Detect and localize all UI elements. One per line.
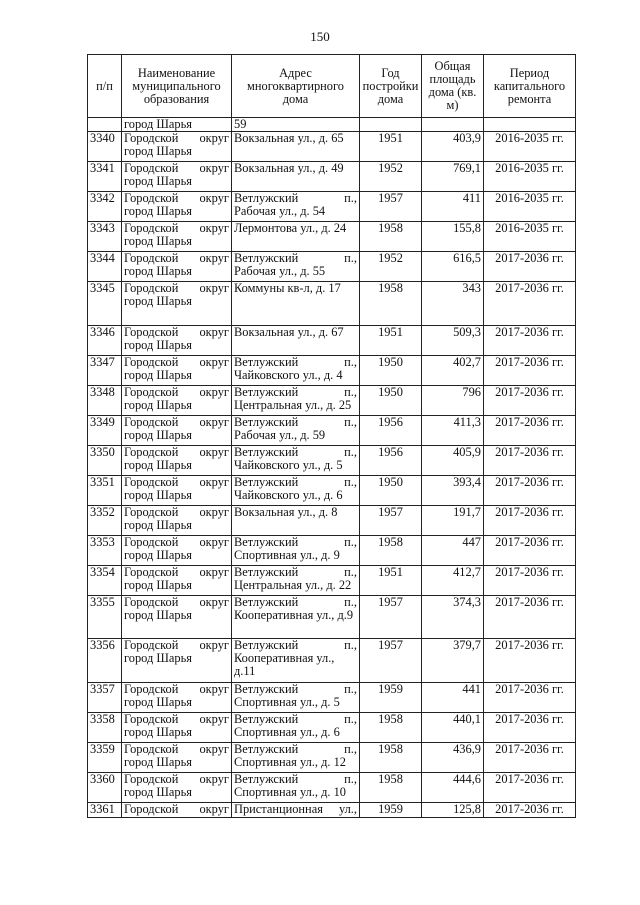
address-cell [232,416,360,446]
year-cell: 1958 [360,536,422,566]
municipality-line: город Шарья [124,651,192,665]
period-cell: 2017-2036 гг. [484,356,576,386]
municipality-cell [122,282,232,326]
municipality-line: город Шарья [124,548,192,562]
area-cell: 155,8 [422,222,484,252]
address-part: п., [344,682,357,696]
address-line: Кооперативная ул., д. [234,651,335,678]
address-part: п., [344,772,357,786]
area-cell: 441 [422,683,484,713]
year-cell: 1956 [360,446,422,476]
year-cell: 1959 [360,683,422,713]
area-cell: 796 [422,386,484,416]
municipality-part: округ [199,385,229,399]
area-cell: 405,9 [422,446,484,476]
row-number: 3358 [88,713,122,743]
period-cell: 2017-2036 гг. [484,536,576,566]
period-cell: 2017-2036 гг. [484,506,576,536]
municipality-part: округ [199,802,229,816]
row-number: 3340 [88,132,122,162]
municipality-cell [122,683,232,713]
address-part: ул., [338,802,357,816]
year-cell: 1958 [360,743,422,773]
table-row [88,639,576,683]
municipality-line: город Шарья [124,368,192,382]
address-cell [232,222,360,252]
year-cell: 1957 [360,506,422,536]
year-cell: 1957 [360,639,422,683]
address-line: Центральная ул., д. 22 [234,578,352,592]
address-part: п., [344,742,357,756]
municipality-cell [122,536,232,566]
year-cell: 1952 [360,162,422,192]
area-cell: 616,5 [422,252,484,282]
address-cell [232,803,360,818]
continuation-area [422,118,484,132]
row-number: 3359 [88,743,122,773]
address-line: Рабочая ул., д. 54 [234,204,326,218]
address-cell [232,162,360,192]
year-cell: 1958 [360,713,422,743]
municipality-line: город Шарья [124,518,192,532]
municipality-part: округ [199,191,229,205]
address-cell [232,506,360,536]
row-number: 3342 [88,192,122,222]
area-cell: 374,3 [422,596,484,639]
municipality-line: город Шарья [124,338,192,352]
period-cell: 2017-2036 гг. [484,803,576,818]
address-part: п., [344,475,357,489]
address-cell [232,683,360,713]
municipality-part: округ [199,638,229,652]
period-cell: 2016-2035 гг. [484,192,576,222]
municipality-part: Городской [124,281,179,295]
page-number: 150 [310,29,330,44]
municipality-part: округ [199,221,229,235]
municipality-part: Городской [124,638,179,652]
municipality-part: округ [199,535,229,549]
row-number: 3346 [88,326,122,356]
period-cell: 2016-2035 гг. [484,222,576,252]
row-number: 3353 [88,536,122,566]
address-cell [232,536,360,566]
address-cell [232,132,360,162]
table-row [88,803,576,818]
address-part: п., [344,251,357,265]
year-cell: 1950 [360,386,422,416]
municipality-part: округ [199,251,229,265]
municipality-part: Городской [124,385,179,399]
municipality-cell [122,326,232,356]
address-cell [232,326,360,356]
area-cell: 125,8 [422,803,484,818]
table-row [88,743,576,773]
period-cell: 2017-2036 гг. [484,743,576,773]
address-line: Вокзальная ул., д. 67 [234,325,344,339]
municipality-part: Городской [124,415,179,429]
year-cell: 1951 [360,132,422,162]
municipality-cell [122,566,232,596]
municipality-line: город Шарья [124,755,192,769]
table-row [88,713,576,743]
table-row [88,162,576,192]
municipality-part: округ [199,415,229,429]
address-part: п., [344,535,357,549]
continuation-row [88,118,576,132]
municipality-part: округ [199,355,229,369]
row-number: 3356 [88,639,122,683]
year-cell: 1958 [360,282,422,326]
municipality-part: Городской [124,161,179,175]
table-row [88,356,576,386]
address-line: Рабочая ул., д. 55 [234,264,326,278]
year-cell: 1958 [360,222,422,252]
municipality-line: город Шарья [124,294,192,308]
continuation-period [484,118,576,132]
address-cell [232,356,360,386]
address-cell [232,596,360,639]
address-part: Ветлужский [234,251,299,265]
address-part: Ветлужский [234,772,299,786]
address-line: Кооперативная ул., д. [234,608,347,622]
municipality-part: Городской [124,251,179,265]
address-line: Спортивная ул., д. 6 [234,725,340,739]
address-line: Вокзальная ул., д. 8 [234,505,338,519]
row-number: 3347 [88,356,122,386]
address-part: Ветлужский [234,355,299,369]
municipality-cell [122,416,232,446]
address-line: Вокзальная ул., д. 65 [234,131,344,145]
address-cell [232,639,360,683]
municipality-line: город Шарья [124,695,192,709]
address-part: Ветлужский [234,742,299,756]
municipality-part: Городской [124,712,179,726]
municipality-line: город Шарья [124,488,192,502]
municipality-cell [122,132,232,162]
address-part: Ветлужский [234,415,299,429]
address-part: Ветлужский [234,682,299,696]
period-cell: 2017-2036 гг. [484,386,576,416]
address-line: Вокзальная ул., д. 49 [234,161,344,175]
year-cell: 1956 [360,416,422,446]
row-number: 3355 [88,596,122,639]
housing-registry-table [87,54,576,818]
municipality-part: Городской [124,325,179,339]
year-cell: 1958 [360,773,422,803]
address-line: Лермонтова ул., д. 24 [234,221,347,235]
header-area: Общая площадь дома (кв. м) [422,55,484,118]
municipality-part: Городской [124,535,179,549]
municipality-line: город Шарья [124,428,192,442]
table-row [88,683,576,713]
table-row [88,773,576,803]
address-part: Ветлужский [234,445,299,459]
table-row [88,222,576,252]
area-cell: 343 [422,282,484,326]
header-year: Год постройки дома [360,55,422,118]
row-number: 3351 [88,476,122,506]
table-row [88,506,576,536]
municipality-line: город Шарья [124,608,192,622]
row-number: 3345 [88,282,122,326]
municipality-cell [122,773,232,803]
municipality-line: город Шарья [124,264,192,278]
municipality-part: округ [199,565,229,579]
municipality-line: город Шарья [124,578,192,592]
address-cell [232,566,360,596]
address-part: Ветлужский [234,535,299,549]
period-cell: 2017-2036 гг. [484,773,576,803]
row-number: 3343 [88,222,122,252]
area-cell: 447 [422,536,484,566]
continuation-num [88,118,122,132]
address-part: Ветлужский [234,712,299,726]
address-line: Чайковского ул., д. 5 [234,458,343,472]
municipality-part: округ [199,161,229,175]
municipality-part: Городской [124,445,179,459]
area-cell: 436,9 [422,743,484,773]
municipality-part: округ [199,712,229,726]
address-part: п., [344,355,357,369]
municipality-part: округ [199,505,229,519]
municipality-part: округ [199,475,229,489]
year-cell: 1951 [360,566,422,596]
header-address: Адрес многоквартирного дома [232,55,360,118]
municipality-part: Городской [124,505,179,519]
area-cell: 440,1 [422,713,484,743]
address-part: п., [344,712,357,726]
municipality-line: город Шарья [124,174,192,188]
municipality-part: округ [199,281,229,295]
area-cell: 379,7 [422,639,484,683]
table-row [88,446,576,476]
municipality-part: округ [199,595,229,609]
address-cell [232,713,360,743]
period-cell: 2017-2036 гг. [484,446,576,476]
period-cell: 2017-2036 гг. [484,252,576,282]
period-cell: 2017-2036 гг. [484,596,576,639]
municipality-line: город Шарья [124,458,192,472]
row-number: 3349 [88,416,122,446]
header-period: Период капитального ремонта [484,55,576,118]
municipality-cell [122,446,232,476]
address-part: Ветлужский [234,475,299,489]
table-row [88,566,576,596]
address-line: Рабочая ул., д. 59 [234,428,326,442]
address-line: Спортивная ул., д. 9 [234,548,340,562]
address-cell [232,743,360,773]
table-row [88,192,576,222]
period-cell: 2017-2036 гг. [484,639,576,683]
municipality-part: Городской [124,595,179,609]
municipality-part: округ [199,445,229,459]
area-cell: 403,9 [422,132,484,162]
address-line: 9 [346,608,354,622]
table-row [88,596,576,639]
municipality-line: город Шарья [124,785,192,799]
year-cell: 1951 [360,326,422,356]
year-cell: 1959 [360,803,422,818]
address-cell [232,446,360,476]
municipality-line: город Шарья [124,234,192,248]
row-number: 3348 [88,386,122,416]
municipality-cell [122,596,232,639]
municipality-part: Городской [124,191,179,205]
municipality-line: город Шарья [124,725,192,739]
municipality-cell [122,192,232,222]
municipality-part: округ [199,131,229,145]
continuation-year [360,118,422,132]
municipality-cell [122,743,232,773]
period-cell: 2017-2036 гг. [484,566,576,596]
address-part: п., [344,415,357,429]
municipality-cell [122,713,232,743]
municipality-cell [122,162,232,192]
address-cell [232,773,360,803]
year-cell: 1952 [360,252,422,282]
area-cell: 412,7 [422,566,484,596]
municipality-line: город Шарья [124,204,192,218]
municipality-cell [122,252,232,282]
period-cell: 2017-2036 гг. [484,416,576,446]
address-line: 11 [243,664,256,678]
year-cell: 1957 [360,192,422,222]
address-part: п., [344,595,357,609]
period-cell: 2017-2036 гг. [484,326,576,356]
address-part: Ветлужский [234,565,299,579]
header-municipality: Наименование муниципального образования [122,55,232,118]
table-row [88,326,576,356]
municipality-cell [122,476,232,506]
area-cell: 509,3 [422,326,484,356]
address-part: п., [344,385,357,399]
area-cell: 402,7 [422,356,484,386]
address-part: п., [344,191,357,205]
municipality-part: Городской [124,682,179,696]
address-line: Центральная ул., д. 25 [234,398,352,412]
period-cell: 2016-2035 гг. [484,132,576,162]
municipality-part: Городской [124,802,179,816]
municipality-part: Городской [124,475,179,489]
address-cell [232,252,360,282]
table-row [88,132,576,162]
period-cell: 2017-2036 гг. [484,476,576,506]
row-number: 3360 [88,773,122,803]
table-row [88,386,576,416]
municipality-cell [122,639,232,683]
area-cell: 393,4 [422,476,484,506]
area-cell: 444,6 [422,773,484,803]
address-part: п., [344,565,357,579]
address-part: Ветлужский [234,638,299,652]
period-cell: 2017-2036 гг. [484,713,576,743]
municipality-part: Городской [124,772,179,786]
address-cell [232,282,360,326]
municipality-part: Городской [124,221,179,235]
period-cell: 2017-2036 гг. [484,683,576,713]
row-number: 3341 [88,162,122,192]
municipality-part: Городской [124,355,179,369]
address-line: Чайковского ул., д. 6 [234,488,343,502]
address-cell [232,476,360,506]
row-number: 3352 [88,506,122,536]
municipality-part: округ [199,682,229,696]
continuation-address: 59 [232,118,360,132]
address-cell [232,386,360,416]
municipality-cell [122,803,232,818]
address-line: Спортивная ул., д. 5 [234,695,340,709]
municipality-part: округ [199,325,229,339]
municipality-line: город Шарья [124,144,192,158]
row-number: 3344 [88,252,122,282]
table-header-row [88,55,576,118]
municipality-cell [122,222,232,252]
address-cell [232,192,360,222]
year-cell: 1957 [360,596,422,639]
period-cell: 2016-2035 гг. [484,162,576,192]
table-row [88,282,576,326]
address-part: Ветлужский [234,191,299,205]
municipality-part: Городской [124,742,179,756]
row-number: 3357 [88,683,122,713]
address-line: Коммуны кв-л, д. 17 [234,281,341,295]
address-part: п., [344,445,357,459]
municipality-part: Городской [124,131,179,145]
row-number: 3361 [88,803,122,818]
table-row [88,476,576,506]
header-num: п/п [88,55,122,118]
municipality-cell [122,506,232,536]
address-part: Ветлужский [234,385,299,399]
table-row [88,536,576,566]
address-part: Пристанционная [234,802,323,816]
area-cell: 411 [422,192,484,222]
area-cell: 191,7 [422,506,484,536]
row-number: 3350 [88,446,122,476]
address-part: Ветлужский [234,595,299,609]
address-part: п., [344,638,357,652]
municipality-line: город Шарья [124,398,192,412]
period-cell: 2017-2036 гг. [484,282,576,326]
year-cell: 1950 [360,356,422,386]
area-cell: 769,1 [422,162,484,192]
municipality-part: Городской [124,565,179,579]
municipality-cell [122,356,232,386]
municipality-cell [122,386,232,416]
area-cell: 411,3 [422,416,484,446]
row-number: 3354 [88,566,122,596]
address-line: Спортивная ул., д. 12 [234,755,346,769]
municipality-part: округ [199,742,229,756]
year-cell: 1950 [360,476,422,506]
continuation-municipality: город Шарья [122,118,232,132]
address-line: Спортивная ул., д. 10 [234,785,346,799]
table-row [88,416,576,446]
municipality-part: округ [199,772,229,786]
table-row [88,252,576,282]
address-line: Чайковского ул., д. 4 [234,368,343,382]
